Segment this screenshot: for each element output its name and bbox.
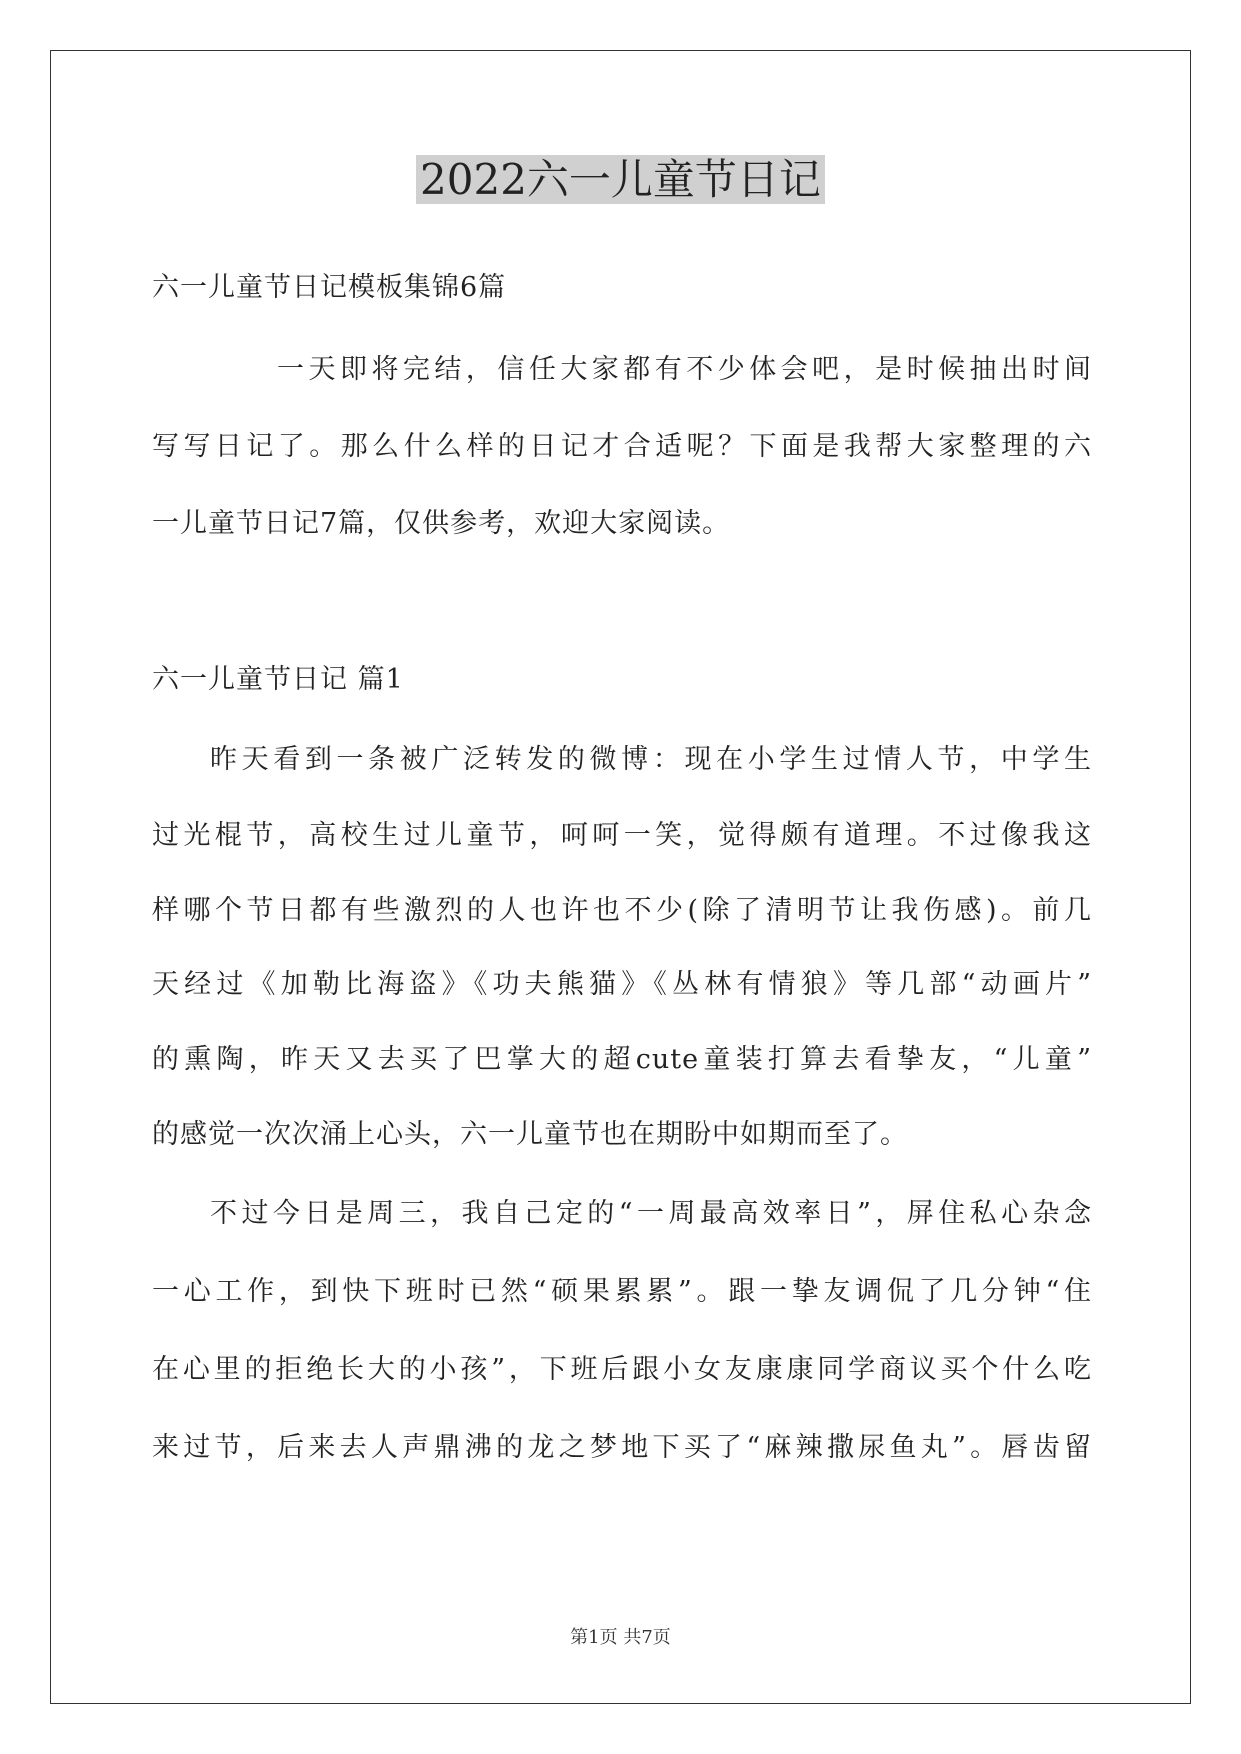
paragraph-line: 天经过《加勒比海盗》《功夫熊猫》《丛林有情狼》等几部“动画片” <box>152 969 1092 1000</box>
intro-line: 一天即将完结，信任大家都有不少体会吧，是时候抽出时间 <box>277 354 1092 385</box>
document-subtitle: 六一儿童节日记模板集锦6篇 <box>152 272 507 303</box>
paragraph-line: 的熏陶，昨天又去买了巴掌大的超cute童装打算去看挚友，“儿童” <box>152 1044 1092 1075</box>
paragraph-line: 来过节，后来去人声鼎沸的龙之梦地下买了“麻辣撒尿鱼丸”。唇齿留 <box>152 1432 1092 1463</box>
paragraph-line: 在心里的拒绝长大的小孩”，下班后跟小女友康康同学商议买个什么吃 <box>152 1354 1092 1385</box>
paragraph-line: 过光棍节，高校生过儿童节，呵呵一笑，觉得颇有道理。不过像我这 <box>152 820 1092 851</box>
paragraph-line: 的感觉一次次涌上心头，六一儿童节也在期盼中如期而至了。 <box>152 1119 908 1150</box>
intro-line: 写写日记了。那么什么样的日记才合适呢？下面是我帮大家整理的六 <box>152 431 1092 462</box>
page-number-footer: 第1页 共7页 <box>570 1627 671 1648</box>
document-title: 2022六一儿童节日记 <box>0 150 1241 210</box>
paragraph-line: 昨天看到一条被广泛转发的微博：现在小学生过情人节，中学生 <box>210 744 1092 775</box>
paragraph-line: 一心工作，到快下班时已然“硕果累累”。跟一挚友调侃了几分钟“住 <box>152 1276 1092 1307</box>
section-heading: 六一儿童节日记 篇1 <box>152 664 404 695</box>
paragraph-line: 不过今日是周三，我自己定的“一周最高效率日”，屏住私心杂念 <box>210 1198 1092 1229</box>
paragraph-line: 样哪个节日都有些激烈的人也许也不少(除了清明节让我伤感)。前几 <box>152 895 1092 926</box>
intro-line: 一儿童节日记7篇，仅供参考，欢迎大家阅读。 <box>152 508 731 539</box>
